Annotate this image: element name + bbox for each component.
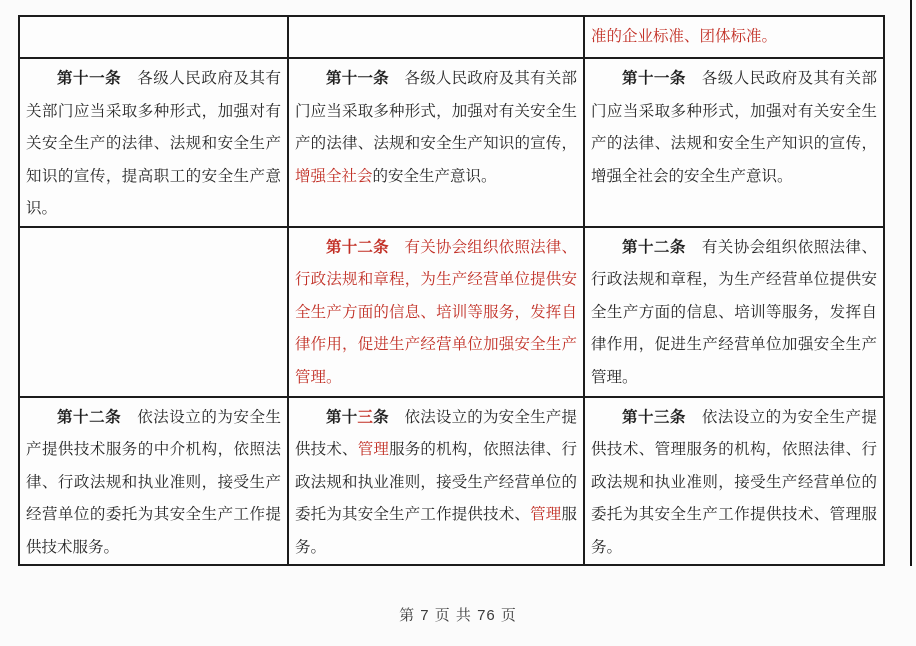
article-number-revision: 三 <box>357 408 374 426</box>
law-paragraph <box>26 63 281 226</box>
article-text: 各级人民政府及其有关部门应当采取多种形式，加强对有关安全生产的法律、法规和安全生产知识的宣传，增强全社会的安全生产意识。 <box>591 70 877 185</box>
article-text: 服务的机构，依照法律、行政法规和执业准则，接受生产经营单位的委托为其安全生产工作提供技术、 <box>295 441 577 523</box>
table-cell <box>19 16 288 58</box>
article-number: 第十二条 <box>622 238 686 256</box>
article-number: 第十一条 <box>326 70 389 87</box>
article-number: 条 <box>373 408 389 426</box>
revision-text: 有关协会组织依照法律、行政法规和章程，为生产经营单位提供安全生产方面的信息、培训等服务，发挥自律作用，促进生产经营单位加强安全生产管理。 <box>295 238 577 386</box>
table-cell <box>584 16 884 58</box>
article-text: 依法设立的为安全生产提供技术、 <box>295 408 577 458</box>
article-text: 有关协会组织依照法律、行政法规和章程，为生产经营单位提供安全生产方面的信息、培训等服务，发挥自律作用，促进生产经营单位加强安全生产管理。 <box>591 238 877 386</box>
article-text: 依法设立的为安全生产提供技术、管理服务的机构，依照法律、行政法规和执业准则，接受生产经营单位的委托为其安全生产工作提供技术、管理服务。 <box>591 408 877 556</box>
law-comparison-table <box>18 15 885 566</box>
table-row <box>19 397 884 566</box>
article-text: 各级人民政府及其有关部门应当采取多种形式，加强对有关安全生产的法律、法规和安全生产知识的宣传，提高职工的安全生产意识。 <box>26 70 281 217</box>
article-text: 的安全生产意识。 <box>372 167 497 185</box>
article-text: 各级人民政府及其有关部门应当采取多种形式，加强对有关安全生产的法律、法规和安全生产知识的宣传， <box>295 70 577 152</box>
table-cell <box>19 58 288 227</box>
law-paragraph <box>591 232 877 395</box>
page-number: 第 7 页 共 76 页 <box>399 607 517 624</box>
table-cell <box>584 58 884 227</box>
law-paragraph <box>295 232 577 395</box>
revision-text: 管理 <box>357 441 390 458</box>
article-number: 第十一条 <box>622 70 686 87</box>
law-paragraph <box>295 63 577 193</box>
article-text: 服务。 <box>295 506 577 556</box>
law-paragraph <box>591 63 877 193</box>
table-cell <box>584 227 884 397</box>
article-number: 第十二条 <box>57 408 122 426</box>
table-row <box>19 58 884 227</box>
table-cell <box>288 227 584 397</box>
revision-text: 管理 <box>530 506 562 523</box>
law-paragraph <box>591 21 877 54</box>
law-paragraph <box>591 402 877 565</box>
article-text: 依法设立的为安全生产提供技术服务的中介机构，依照法律、行政法规和执业准则，接受生产经营单位的委托为其安全生产工作提供技术服务。 <box>26 408 281 556</box>
article-number: 第十二条 <box>326 238 389 256</box>
revision-text: 增强全社会 <box>295 167 373 185</box>
screen-edge-artifact <box>910 0 912 566</box>
table-cell <box>288 58 584 227</box>
table-row <box>19 227 884 397</box>
table-cell <box>19 397 288 566</box>
table-row <box>19 16 884 58</box>
table-cell <box>288 397 584 566</box>
table-cell <box>584 397 884 566</box>
article-number: 第十三条 <box>622 408 686 426</box>
table-cell <box>19 227 288 397</box>
revision-text: 准的企业标准、团体标准。 <box>591 28 778 45</box>
table-cell <box>288 16 584 58</box>
law-paragraph <box>26 402 281 565</box>
article-number: 第十 <box>326 408 358 426</box>
article-number: 第十一条 <box>57 70 122 87</box>
law-paragraph <box>295 402 577 565</box>
